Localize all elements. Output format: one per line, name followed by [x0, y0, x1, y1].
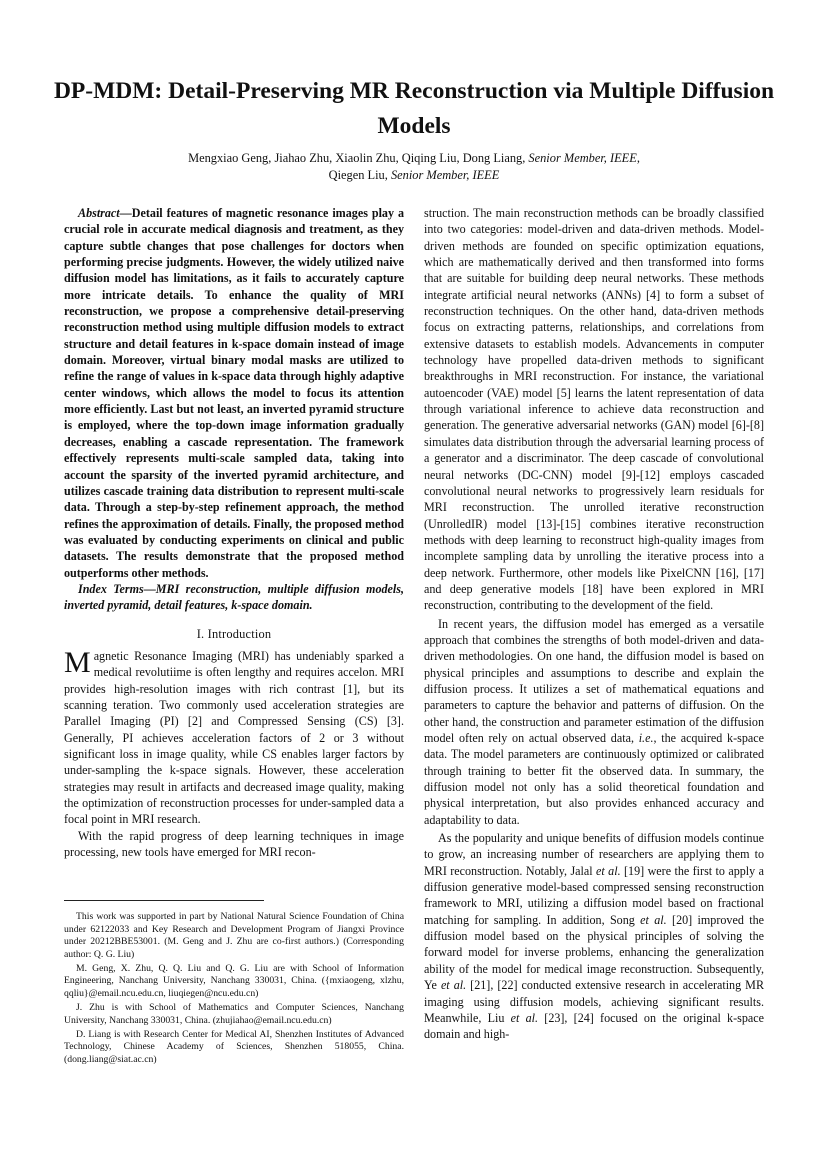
authors-line2-name: Qiegen Liu, [328, 168, 391, 182]
right-paragraph-3 [424, 830, 764, 1042]
et-al-ye: et al. [440, 978, 467, 993]
right-paragraph-2 [424, 616, 764, 828]
right-paragraph-3-a: As the popularity and unique benefits of diffusion models continue to grow, an increasing number of researchers are applying them to MRI reconstruction. Notably, Jalal [424, 831, 764, 878]
right-paragraph-3-d: [21], [22] conducted extensive research in accelerating MR imaging using diffusion models, achieving significant results. Meanwhile, Liu [424, 978, 765, 1025]
left-column [64, 205, 404, 1068]
abstract-lead: Abstract [78, 206, 120, 220]
authors-line1-end: , [636, 151, 640, 165]
index-terms: Index Terms—MRI reconstruction, multiple diffusion models, inverted pyramid, detail features, k-space domain. [64, 581, 404, 613]
right-paragraph-3-c: [20] improved the diffusion model based on the physical principles of solving the forward model for inverse problems, enhancing the generalization ability of the model for medical image reconstruction. Subsequently, Ye [424, 912, 765, 993]
abstract-dash: — [119, 206, 132, 220]
right-paragraph-3-e: [23], [24] focused on the original k-space domain and high- [424, 1010, 764, 1042]
et-al-song: et al. [640, 912, 667, 927]
abstract-text: Detail features of magnetic resonance images play a crucial role in accurate medical diagnosis and treatment, as they capture subtle changes that pose challenges for doctors when performing precise judgments. However, the widely utilized naive diffusion model has limitations, as it fails to accurately capture more intricate details. To enhance the quality of MRI reconstruction, we propose a comprehensive detail-preserving reconstruction method using multiple diffusion models to extract structure and detail features in k-space domain instead of image domain. Moreover, virtual binary modal masks are utilized to refine the range of values in k-space data through highly adaptive center windows, which allows the model to focus its attention more efficiently. Last but not least, an inverted pyramid structure is employed, where the top-down image information gradually decreases, enabling a cascade representation. The framework effectively represents multi-scale sampled data, taking into account the sparsity of the inverted pyramid architecture, and utilizes cascade training data distribution to represent multi-scale data. Through a step-by-step refinement approach, the method refines the approximation of details. Finally, the proposed method was evaluated by conducting experiments on clinical and public datasets. The results demonstrate that the proposed method outperforms other methods. [64, 206, 404, 580]
author-list [40, 150, 788, 184]
footnote-divider [64, 900, 264, 901]
right-column [424, 205, 764, 1043]
footnote-funding: This work was supported in part by National Natural Science Foundation of China under 62122033 and Key Research and Development Program of Jiangxi Province under 20212BBE53001. (M. Geng and J. Zhu are co-first authors.) (Corresponding author: Q. G. Liu) [64, 911, 404, 960]
intro-paragraph-1 [64, 645, 404, 828]
footnote-affiliation-3: D. Liang is with Research Center for Medical AI, Shenzhen Institutes of Advanced Technology, Chinese Academy of Sciences, Shenzhen 518055, China. (dong.liang@siat.ac.cn) [64, 1029, 404, 1065]
right-paragraph-3-b: [19] were the first to apply a diffusion generative model-based compressed sensing reconstruction framework to MRI, utilizing a diffusion model based on fractional matching for sampling. In addition, Song [424, 863, 764, 927]
et-al-liu: et al. [510, 1010, 539, 1025]
authors-line2-role: Senior Member, IEEE [390, 168, 500, 182]
intro-paragraph-1-text: agnetic Resonance Imaging (MRI) has undeniably sparked a medical revolutiime is often lengthy and requires accelon. MRI provides high-resolution images with rich contrast [1], but its scanning teration. Two commonly used acceleration strategies are Parallel Imaging (PI) [2] and Compressed Sensing (CS) [3]. Generally, PI achieves acceleration factors of 2 or 3 without significant loss in image quality, while CS enables larger factors by under-sampling the k-space signals. However, these acceleration strategies may result in artifacts and decreased image quality, making the optimization of reconstruction processes for under-sampled data a focal point in MRI research. [64, 648, 404, 827]
paper-title: DP-MDM: Detail-Preserving MR Reconstruction via Multiple Diffusion Models [53, 78, 775, 139]
right-paragraph-2-ie: i.e. [638, 731, 654, 745]
right-paragraph-2-b: , the acquired k-space data. The model parameters are continuously optimized or calibrated through training to better fit the observed data. In summary, the diffusion model not only has a solid theoretical foundation and physical interpretation, but also provides enhanced accuracy and adaptability to data. [424, 731, 764, 827]
authors-line1-names: Mengxiao Geng, Jiahao Zhu, Xiaolin Zhu, Qiqing Liu, Dong Liang, [188, 151, 529, 165]
et-al-jalal: et al. [596, 863, 621, 878]
footnote-affiliation-1: M. Geng, X. Zhu, Q. Q. Liu and Q. G. Liu are with School of Information Engineering, Nanchang University, Nanchang 330031, China. ({mxiaogeng, xlzhu, qqliu}@email.ncu.edu.cn, liuqiegen@ncu.edu.cn) [64, 963, 404, 999]
abstract [64, 205, 404, 581]
right-paragraph-1: struction. The main reconstruction methods can be broadly classified into two categories: model-driven and data-driven methods. Model-driven methods are founded on specific optimization equations, which are mathematically derived and then transformed into forms that are suitable for building deep neural networks. These methods integrate artificial neural networks (ANNs) [4] to form a subset of reconstruction techniques. On the other hand, data-driven methods focus on extracting patterns, relationships, and correlations from extensive datasets to establish models. Advancements in computer technology have propelled data-driven methods to significant breakthroughs in MRI reconstruction. For instance, the variational autoencoder (VAE) model [5] learns the latent representation of data through variational inference to achieve data reconstruction and generation. The generative adversarial networks (GAN) model [6]-[8] simulates data distribution through the adversarial learning process of a generator and a discriminator. The deep cascade of convolutional neural networks (DC-CNN) model [9]-[12] employs cascaded convolutional neural networks to progressively learn residuals for MRI reconstruction. The unrolled iterative reconstruction (UnrolledIR) model [13]-[15] combines iterative reconstruction methods with deep learning to reconstruct high-quality images from incomplete sampling data by unrolling the iterative process into a deep network. Furthermore, other models like PixelCNN [16], [17] and deep generative models [18] have been explored in MRI reconstruction, contributing to the development of the field. [424, 206, 764, 613]
drop-cap: M [64, 645, 91, 679]
intro-paragraph-2: With the rapid progress of deep learning techniques in image processing, new tools have emerged for MRI recon- [64, 828, 404, 860]
right-paragraph-2-a: In recent years, the diffusion model has emerged as a versatile approach that combines the strengths of both model-driven and data-driven methodologies. On one hand, the diffusion model is based on physical principles and assumptions to describe and explain the diffusion process. It utilizes a set of mathematical equations and parameters to capture the behavior and patterns of diffusion. On the other hand, the construction and parameter estimation of the diffusion model often rely on actual observed data, [424, 616, 764, 745]
section-heading-introduction: I. Introduction [196, 626, 272, 641]
authors-line1-role: Senior Member, IEEE [528, 151, 637, 165]
footnote-affiliation-2: J. Zhu is with School of Mathematics and Computer Sciences, Nanchang University, Nanchang 330031, China. (zhujiahao@email.ncu.edu.cn) [64, 1002, 404, 1026]
